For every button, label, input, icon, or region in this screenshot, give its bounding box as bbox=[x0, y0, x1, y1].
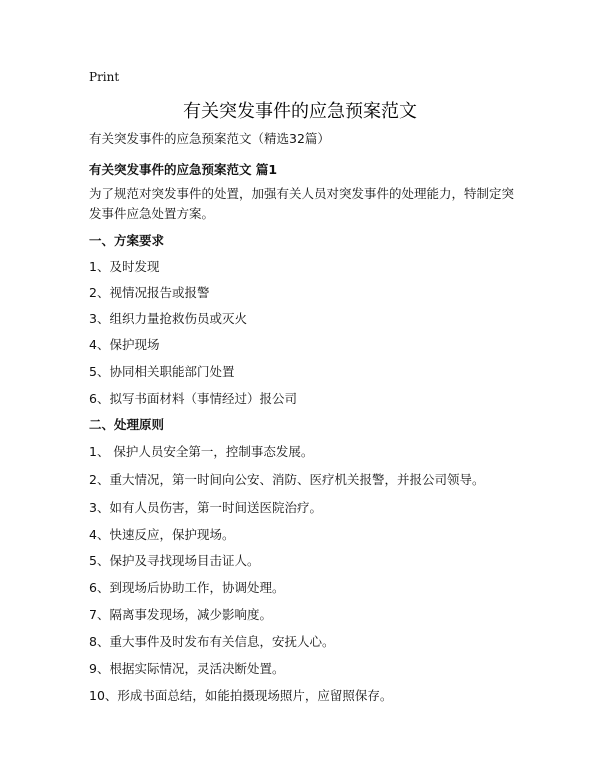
section-title: 有关突发事件的应急预案范文 篇1 bbox=[89, 162, 278, 177]
principle-item: 7、隔离事发现场，减少影响度。 bbox=[89, 607, 272, 622]
principle-item: 9、根据实际情况，灵活决断处置。 bbox=[89, 661, 285, 676]
requirement-item: 2、视情况报告或报警 bbox=[89, 285, 210, 300]
principle-item: 5、保护及寻找现场目击证人。 bbox=[89, 553, 260, 568]
requirement-item: 1、及时发现 bbox=[89, 259, 160, 274]
requirement-item: 5、协同相关职能部门处置 bbox=[89, 364, 235, 379]
intro-paragraph: 为了规范对突发事件的处置，加强有关人员对突发事件的处理能力，特制定突发事件应急处置方案。 bbox=[89, 186, 515, 221]
principle-item: 3、如有人员伤害，第一时间送医院治疗。 bbox=[89, 500, 322, 515]
requirement-item: 6、拟写书面材料（事情经过）报公司 bbox=[89, 391, 297, 406]
document-subtitle: 有关突发事件的应急预案范文（精选32篇） bbox=[89, 131, 330, 146]
heading-requirements: 一、方案要求 bbox=[89, 233, 165, 248]
requirement-item: 3、组织力量抢救伤员或灭火 bbox=[89, 311, 247, 326]
document-title: 有关突发事件的应急预案范文 bbox=[183, 101, 417, 122]
heading-principles: 二、处理原则 bbox=[89, 417, 165, 432]
principle-item: 8、重大事件及时发布有关信息，安抚人心。 bbox=[89, 634, 335, 649]
print-link[interactable]: Print bbox=[89, 70, 120, 84]
principle-item: 10、形成书面总结，如能拍摄现场照片，应留照保存。 bbox=[89, 688, 393, 703]
principle-item: 4、快速反应，保护现场。 bbox=[89, 527, 235, 542]
principle-item: 1、 保护人员安全第一，控制事态发展。 bbox=[89, 444, 314, 459]
principle-item: 6、到现场后协助工作，协调处理。 bbox=[89, 580, 285, 595]
principle-item: 2、重大情况，第一时间向公安、消防、医疗机关报警，并报公司领导。 bbox=[89, 472, 485, 487]
requirement-item: 4、保护现场 bbox=[89, 337, 160, 352]
